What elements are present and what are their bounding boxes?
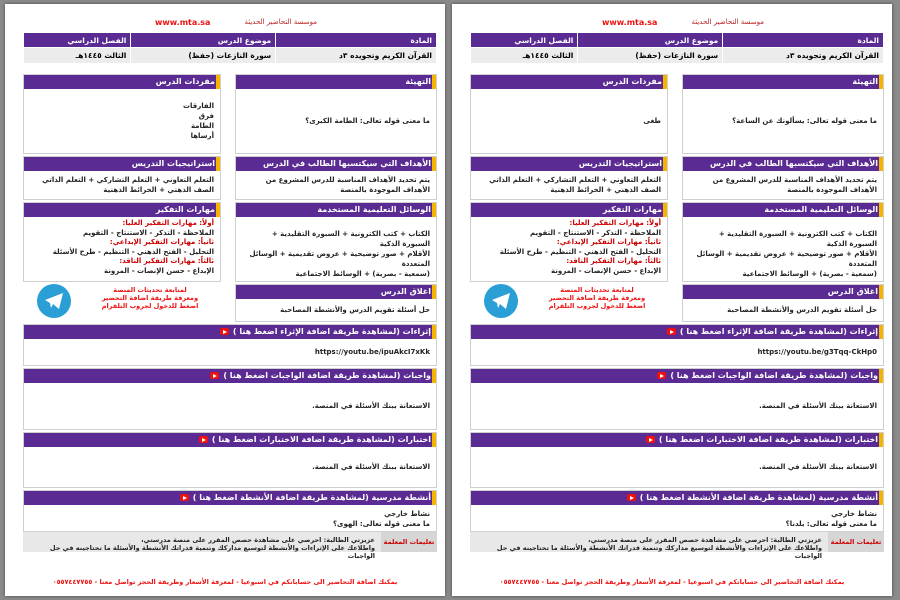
strategies-line: التعلم التعاوني + التعلم التشاركي + التعلم الذاتي (42, 176, 214, 184)
tests-text: الاستعانة ببنك الأسئلة في المنصة. (312, 463, 430, 471)
skills-line: الإبداع - حسن الإنصات - المرونة (103, 266, 214, 275)
activity-line: نشاط خارجي (831, 510, 877, 518)
telegram-promo[interactable] (95, 286, 205, 310)
tests-title[interactable] (24, 433, 436, 447)
strategies-title: استراتيجيات التدريس (24, 157, 220, 171)
enrich-title[interactable] (471, 325, 883, 339)
skills-heading: ثانياً: مهارات التفكير الإبداعي: (109, 238, 214, 246)
youtube-icon[interactable] (199, 436, 208, 443)
skills-title: مهارات التفكير (24, 203, 220, 217)
org-name: موسسة التحاضير الحديثة (691, 18, 764, 26)
enrich-title[interactable] (24, 325, 436, 339)
activity-line: ما معنى قوله تعالى: بلدنا؟ (785, 520, 877, 528)
enrich-box (23, 324, 437, 366)
subject-value: القرآن الكريم وتجويده ٣د (723, 48, 884, 64)
skills-heading: ثالثاً: مهارات التفكير الناقد: (566, 257, 661, 265)
subject-value: القرآن الكريم وتجويده ٣د (276, 48, 437, 64)
enrich-label: إثراءات (لمشاهدة طريقة اضافة الإثراء اضغط هنا ) (679, 327, 878, 336)
objectives-title: الأهداف التي سيكتسبها الطالب في الدرس (683, 157, 883, 171)
activity-label: أنشطة مدرسية (لمشاهدة طريقة اضافة الأنشطة اضغط هنا ) (639, 493, 878, 502)
skills-heading: ثالثاً: مهارات التفكير الناقد: (119, 257, 214, 265)
homework-label: واجبات (لمشاهدة طريقة اضافة الواجبات اضغط هنا ) (223, 371, 431, 380)
aids-line: الأقلام + صور توضيحية + عروض تقديمية + الوسائل المتعددة (696, 250, 877, 268)
intro-box (682, 74, 884, 154)
vocab-title: مفردات الدرس (24, 75, 220, 89)
tips-line: واطلاعك على الإثراءات والأنشطة لتوسيع مداركك وتنمية قدراتك الأنشطة والأسئلة ما تحتاجينه في حل الواجبات (496, 544, 822, 560)
closing-text: حل أسئلة تقويم الدرس والأنشطة المصاحبة (727, 306, 877, 314)
telegram-line: ومعرفة طريقة اضافة التحضير (548, 294, 646, 302)
vocab-list (24, 89, 220, 145)
intro-text: ما معنى قوله تعالى: يسألونك عن الساعة؟ (732, 117, 877, 125)
telegram-line: ومعرفة طريقة اضافة التحضير (101, 294, 199, 302)
footer-note: بمكنك اضافة التحاضير الى حساباتكم في اسبوعيا - لمعرفة الأسعار وطريقة الحجز تواصل معنا - ٠٥٥٧٤٤٧٧٥٥ (52, 578, 398, 586)
strategies-line: الصف الذهني + الخرائط الذهنية (550, 186, 661, 194)
tips-line: عزيزتي الطالبة: احرصي على مشاهدة حصص المقرر على منصة مدرستي، (588, 536, 822, 544)
telegram-icon[interactable] (484, 284, 518, 318)
aids-title: الوسائل التعليمية المستخدمة (683, 203, 883, 217)
telegram-line: لمتابعة تحديثات المنصة (113, 286, 187, 294)
closing-box (682, 284, 884, 322)
homework-title[interactable] (471, 369, 883, 383)
tests-text: الاستعانة ببنك الأسئلة في المنصة. (759, 463, 877, 471)
youtube-icon[interactable] (667, 328, 676, 335)
footer-note: بمكنك اضافة التحاضير الى حساباتكم في اسبوعيا - لمعرفة الأسعار وطريقة الحجز تواصل معنا - ٠٥٥٧٤٤٧٧٥٥ (499, 578, 845, 586)
tips-box (23, 532, 437, 560)
site-url[interactable]: www.mta.sa (602, 18, 658, 27)
aids-box (682, 202, 884, 282)
activity-label: أنشطة مدرسية (لمشاهدة طريقة اضافة الأنشطة اضغط هنا ) (192, 493, 431, 502)
homework-title[interactable] (24, 369, 436, 383)
intro-box (235, 74, 437, 154)
objectives-box (235, 156, 437, 200)
skills-line: التحليل - الفتح الذهني - التنظيم - طرح الأسئلة (499, 247, 661, 256)
skills-heading: ثانياً: مهارات التفكير الإبداعي: (556, 238, 661, 246)
vocab-item: أرساها (190, 132, 214, 140)
aids-line: (سمعية - بصرية) + الوسائط الاجتماعية (295, 270, 430, 278)
vocab-item: الطامة (190, 122, 214, 130)
youtube-icon[interactable] (657, 372, 666, 379)
objectives-title: الأهداف التي سيكتسبها الطالب في الدرس (236, 157, 436, 171)
skills-line: الملاحظة - التذكر - الاستنتاج - التقويم (82, 228, 214, 237)
skills-line: الملاحظة - التذكر - الاستنتاج - التقويم (529, 228, 661, 237)
topic-value: سورة النازعات (حفظ) (131, 48, 276, 64)
homework-box (470, 368, 884, 430)
closing-title: اغلاق الدرس (683, 285, 883, 299)
strategies-line: التعلم التعاوني + التعلم التشاركي + التعلم الذاتي (489, 176, 661, 184)
page-1 (452, 4, 892, 596)
skills-heading: أولاً: مهارات التفكير العليا: (122, 219, 214, 227)
skills-box (470, 202, 668, 282)
aids-line: الكتاب + كتب الكترونية + السبورة التقليدية + السبورة الذكية (718, 230, 877, 248)
semester-value: الثالث ١٤٤٥هـ (24, 48, 131, 64)
enrich-label: إثراءات (لمشاهدة طريقة اضافة الإثراء اضغط هنا ) (232, 327, 431, 336)
skills-box (23, 202, 221, 282)
activity-line: ما معنى قوله تعالى: الهوى؟ (332, 520, 430, 528)
closing-text: حل أسئلة تقويم الدرس والأنشطة المصاحبة (280, 306, 430, 314)
closing-title: اغلاق الدرس (236, 285, 436, 299)
aids-line: الأقلام + صور توضيحية + عروض تقديمية + الوسائل المتعددة (249, 250, 430, 268)
page-2 (5, 4, 445, 596)
site-url[interactable]: www.mta.sa (155, 18, 211, 27)
col-topic: موضوع الدرس (578, 33, 723, 48)
skills-line: التحليل - الفتح الذهني - التنظيم - طرح الأسئلة (52, 247, 214, 256)
vocab-item: فرق (198, 112, 214, 120)
col-subject: المادة (723, 33, 884, 48)
col-semester: الفصل الدراسي (24, 33, 131, 48)
semester-value: الثالث ١٤٤٥هـ (471, 48, 578, 64)
telegram-icon[interactable] (37, 284, 71, 318)
vocab-box (23, 74, 221, 154)
objectives-box (682, 156, 884, 200)
enrich-link[interactable]: https://youtu.be/ipuAkcI7xKk (314, 348, 430, 356)
aids-title: الوسائل التعليمية المستخدمة (236, 203, 436, 217)
skills-heading: أولاً: مهارات التفكير العليا: (569, 219, 661, 227)
skills-title: مهارات التفكير (471, 203, 667, 217)
intro-title: التهيئة (683, 75, 883, 89)
strategies-title: استراتيجيات التدريس (471, 157, 667, 171)
lesson-header-table (470, 32, 884, 64)
enrich-link[interactable]: https://youtu.be/g3Tqq-CkHp0 (757, 348, 877, 356)
col-topic: موضوع الدرس (131, 33, 276, 48)
homework-text: الاستعانة ببنك الأسئلة في المنصة. (759, 402, 877, 410)
strategies-box (23, 156, 221, 200)
tests-label: اختبارات (لمشاهدة طريقة اضافة الاختبارات اضغط هنا ) (211, 435, 431, 444)
vocab-item: طغى (643, 117, 661, 125)
strategies-line: الصف الذهني + الخرائط الذهنية (103, 186, 214, 194)
intro-text: ما معنى قوله تعالى: الطامة الكبرى؟ (305, 117, 430, 125)
enrich-box (470, 324, 884, 366)
col-subject: المادة (276, 33, 437, 48)
tests-label: اختبارات (لمشاهدة طريقة اضافة الاختبارات اضغط هنا ) (658, 435, 878, 444)
aids-line: (سمعية - بصرية) + الوسائط الاجتماعية (742, 270, 877, 278)
activity-box (23, 490, 437, 532)
youtube-icon[interactable] (627, 494, 636, 501)
youtube-icon[interactable] (646, 436, 655, 443)
tips-box (470, 532, 884, 560)
intro-title: التهيئة (236, 75, 436, 89)
activity-line: نشاط خارجي (384, 510, 430, 518)
activity-box (470, 490, 884, 532)
skills-line: الإبداع - حسن الإنصات - المرونة (550, 266, 661, 275)
tips-line: عزيزتي الطالبة: احرصي على مشاهدة حصص المقرر على منصة مدرستي، (141, 536, 375, 544)
objectives-text: يتم تحديد الأهداف المناسبة للدرس المشروع من الأهداف الموجودة بالمنصة (265, 176, 430, 194)
lesson-header-table (23, 32, 437, 64)
org-name: موسسة التحاضير الحديثة (244, 18, 317, 26)
vocab-item: الفارقات (183, 102, 214, 110)
activity-title[interactable] (471, 491, 883, 505)
col-semester: الفصل الدراسي (471, 33, 578, 48)
tips-label: تعليمات المعلمة (828, 532, 884, 552)
homework-box (23, 368, 437, 430)
homework-label: واجبات (لمشاهدة طريقة اضافة الواجبات اضغط هنا ) (670, 371, 878, 380)
tests-box (23, 432, 437, 488)
telegram-line: لمتابعة تحديثات المنصة (560, 286, 634, 294)
tips-label: تعليمات المعلمة (381, 532, 437, 552)
activity-title[interactable] (24, 491, 436, 505)
vocab-title: مفردات الدرس (471, 75, 667, 89)
telegram-line: اضغط للدخول لجروب التلقرام (548, 302, 646, 310)
vocab-box (470, 74, 668, 154)
telegram-line: اضغط للدخول لجروب التلقرام (101, 302, 199, 310)
tests-title[interactable] (471, 433, 883, 447)
youtube-icon[interactable] (220, 328, 229, 335)
youtube-icon[interactable] (180, 494, 189, 501)
youtube-icon[interactable] (210, 372, 219, 379)
objectives-text: يتم تحديد الأهداف المناسبة للدرس المشروع من الأهداف الموجودة بالمنصة (712, 176, 877, 194)
telegram-promo[interactable] (542, 286, 652, 310)
aids-box (235, 202, 437, 282)
tips-line: واطلاعك على الإثراءات والأنشطة لتوسيع مداركك وتنمية قدراتك الأنشطة والأسئلة ما تحتاجينه في حل الواجبات (49, 544, 375, 560)
vocab-list (471, 89, 667, 153)
tests-box (470, 432, 884, 488)
homework-text: الاستعانة ببنك الأسئلة في المنصة. (312, 402, 430, 410)
aids-line: الكتاب + كتب الكترونية + السبورة التقليدية + السبورة الذكية (271, 230, 430, 248)
closing-box (235, 284, 437, 322)
strategies-box (470, 156, 668, 200)
topic-value: سورة النازعات (حفظ) (578, 48, 723, 64)
